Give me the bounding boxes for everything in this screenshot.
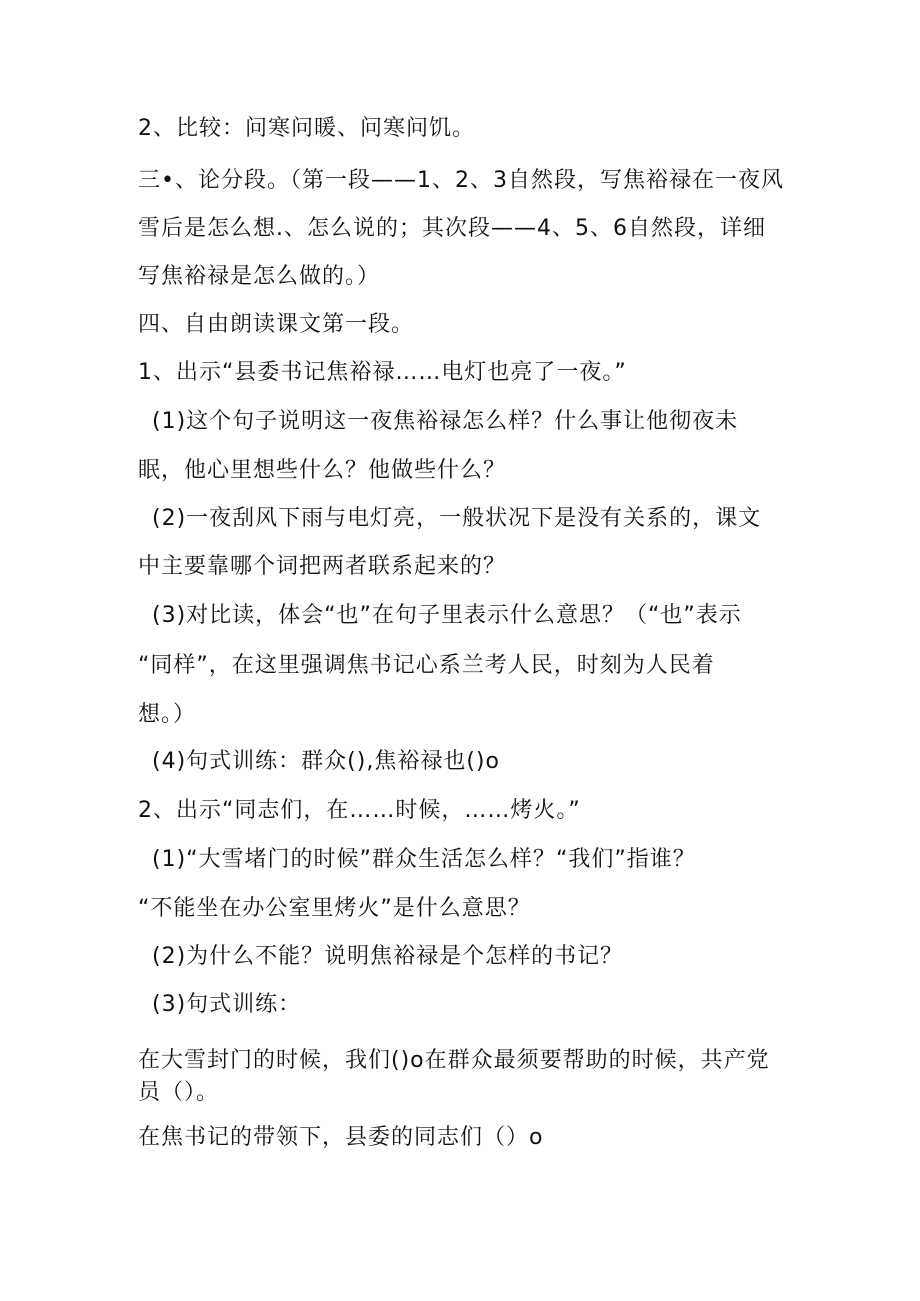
- text-line: (1)“大雪堵门的时候”群众生活怎么样？“我们”指谁？: [152, 847, 696, 872]
- text-line: 在焦书记的带领下，县委的同志们（）o: [138, 1125, 544, 1150]
- text-line: 三•、论分段。（第一段——1、2、3自然段，写焦裕禄在一夜风: [138, 168, 784, 193]
- text-line: 四、自由朗读课文第一段。: [138, 312, 415, 337]
- text-line: (3)句式训练：: [152, 992, 302, 1017]
- text-line: 1、出示“县委书记焦裕禄……电灯也亮了一夜。”: [138, 360, 627, 385]
- text-line: (1)这个句子说明这一夜焦裕禄怎么样？什么事让他彻夜未: [152, 409, 739, 434]
- text-line: 雪后是怎么想.、怎么说的；其次段——4、5、6自然段，详细: [138, 216, 766, 241]
- text-line: 2、出示“同志们，在……时候，……烤火。”: [138, 798, 581, 823]
- text-line: “不能坐在办公室里烤火”是什么意思？: [138, 896, 531, 921]
- text-line: 2、比较：问寒问暖、问寒问饥。: [138, 116, 475, 141]
- text-line: (3)对比读，体会“也”在句子里表示什么意思？（“也”表示: [152, 603, 742, 628]
- text-line: 想。）: [138, 702, 197, 727]
- text-line: 中主要靠哪个词把两者联系起来的？: [138, 554, 507, 579]
- text-line: 写焦裕禄是怎么做的。）: [138, 264, 381, 289]
- text-line: (2)为什么不能？说明焦裕禄是个怎样的书记？: [152, 944, 624, 969]
- text-line: “同样”，在这里强调焦书记心系兰考人民，时刻为人民着: [138, 653, 715, 678]
- text-line: 员（）。: [138, 1080, 220, 1105]
- text-line: (4)句式训练：群众(),焦裕禄也()o: [152, 749, 500, 774]
- text-line: 眠，他心里想些什么？他做些什么？: [138, 458, 507, 483]
- text-line: (2)一夜刮风下雨与电灯亮，一般状况下是没有关系的，课文: [152, 506, 762, 531]
- text-line: 在大雪封门的时候，我们()o在群众最须要帮助的时候，共产党: [138, 1048, 770, 1073]
